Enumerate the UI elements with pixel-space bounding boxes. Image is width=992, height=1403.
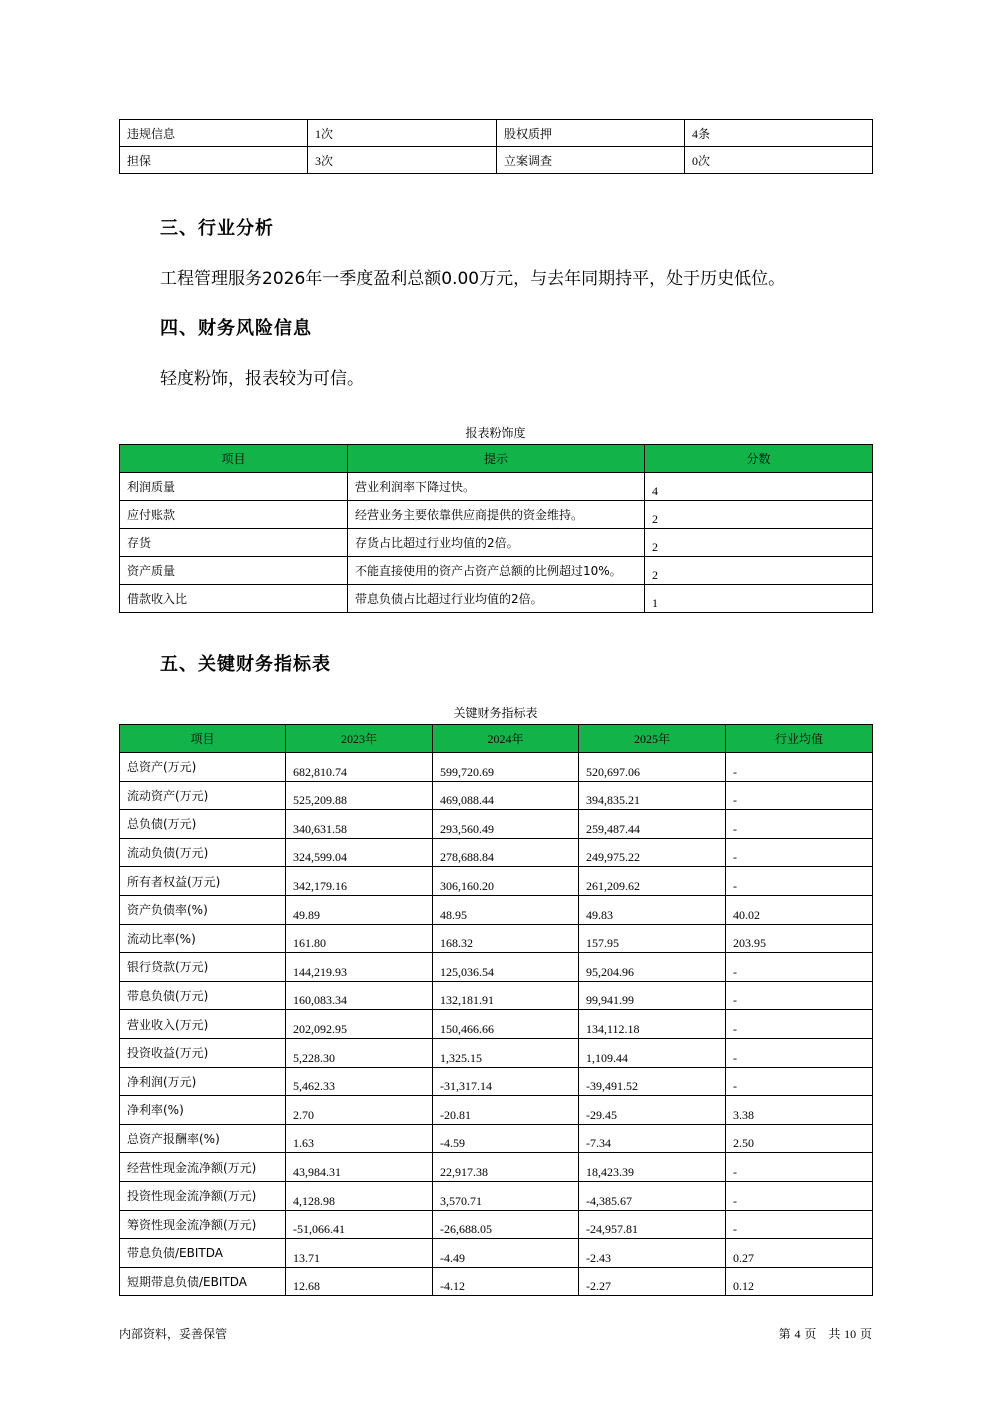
metric-value-cell: -29.45	[579, 1096, 726, 1125]
metric-value-cell: 259,487.44	[579, 810, 726, 839]
metric-value-cell: 682,810.74	[286, 753, 433, 782]
hint-cell: 经营业务主要依靠供应商提供的资金维持。	[348, 501, 645, 529]
hint-cell: 存货占比超过行业均值的2倍。	[348, 529, 645, 557]
metric-value-cell: 48.95	[433, 895, 579, 924]
metric-value-cell: 1,325.15	[433, 1038, 579, 1067]
table-row	[120, 867, 873, 896]
metric-name-cell: 总资产报酬率(%)	[120, 1124, 286, 1153]
metric-value-cell: 168.32	[433, 924, 579, 953]
footer-confidential-note: 内部资料，妥善保管	[119, 1327, 228, 1341]
metric-value-cell: -4.59	[433, 1124, 579, 1153]
metric-value-cell: 144,219.93	[286, 953, 433, 982]
metric-name-cell: 净利润(万元)	[120, 1067, 286, 1096]
kpi-table	[119, 724, 873, 1296]
risk-label: 违规信息	[120, 120, 308, 147]
metric-value-cell: 202,092.95	[286, 1010, 433, 1039]
metric-value-cell: 18,423.39	[579, 1153, 726, 1182]
risk-value: 1次	[308, 120, 497, 147]
column-header: 2023年	[286, 725, 433, 753]
metric-value-cell: 157.95	[579, 924, 726, 953]
column-header: 提示	[348, 445, 645, 473]
table-row	[120, 1124, 873, 1153]
metric-value-cell: 278,688.84	[433, 838, 579, 867]
metric-name-cell: 流动负债(万元)	[120, 838, 286, 867]
table-row	[120, 1239, 873, 1268]
metric-value-cell: 132,181.91	[433, 981, 579, 1010]
metric-value-cell: -	[726, 1210, 873, 1239]
metric-value-cell: -	[726, 953, 873, 982]
risk-label: 担保	[120, 147, 308, 174]
metric-value-cell: 0.12	[726, 1267, 873, 1296]
metric-value-cell: -	[726, 1010, 873, 1039]
score-cell: 1	[645, 585, 873, 613]
table-row	[120, 953, 873, 982]
metric-name-cell: 带息负债(万元)	[120, 981, 286, 1010]
score-cell: 4	[645, 473, 873, 501]
metric-value-cell: -	[726, 753, 873, 782]
kpi-table-caption: 关键财务指标表	[453, 706, 538, 720]
metric-value-cell: 342,179.16	[286, 867, 433, 896]
table-row	[120, 120, 873, 147]
score-cell: 2	[645, 557, 873, 585]
table-row	[120, 1038, 873, 1067]
metric-value-cell: 22,917.38	[433, 1153, 579, 1182]
item-cell: 利润质量	[120, 473, 348, 501]
table-row	[120, 1010, 873, 1039]
metric-value-cell: -20.81	[433, 1096, 579, 1125]
metric-value-cell: 394,835.21	[579, 781, 726, 810]
metric-value-cell: 4,128.98	[286, 1181, 433, 1210]
column-header: 2025年	[579, 725, 726, 753]
metric-value-cell: 12.68	[286, 1267, 433, 1296]
metric-value-cell: 125,036.54	[433, 953, 579, 982]
risk-value: 3次	[308, 147, 497, 174]
page-label-prefix: 第	[778, 1327, 791, 1341]
metric-value-cell: -39,491.52	[579, 1067, 726, 1096]
page-total: 10	[844, 1327, 857, 1341]
metric-value-cell: 5,228.30	[286, 1038, 433, 1067]
table-row	[120, 838, 873, 867]
score-cell: 2	[645, 529, 873, 557]
metric-name-cell: 投资收益(万元)	[120, 1038, 286, 1067]
metric-value-cell: 49.89	[286, 895, 433, 924]
table-row	[120, 1181, 873, 1210]
page-label-mid: 页 共	[804, 1327, 841, 1341]
metric-value-cell: 150,466.66	[433, 1010, 579, 1039]
metric-name-cell: 流动比率(%)	[120, 924, 286, 953]
metric-name-cell: 所有者权益(万元)	[120, 867, 286, 896]
table-row	[120, 753, 873, 782]
metric-value-cell: -24,957.81	[579, 1210, 726, 1239]
column-header: 行业均值	[726, 725, 873, 753]
table-row	[120, 501, 873, 529]
metric-value-cell: -4,385.67	[579, 1181, 726, 1210]
table-row	[120, 981, 873, 1010]
metric-value-cell: 3.38	[726, 1096, 873, 1125]
item-cell: 应付账款	[120, 501, 348, 529]
table-row	[120, 1067, 873, 1096]
item-cell: 借款收入比	[120, 585, 348, 613]
column-header: 项目	[120, 445, 348, 473]
financial-risk-text: 轻度粉饰，报表较为可信。	[160, 369, 364, 389]
metric-value-cell: 2.50	[726, 1124, 873, 1153]
score-cell: 2	[645, 501, 873, 529]
section-heading-financial-risk: 四、财务风险信息	[160, 318, 312, 339]
table-row	[120, 1096, 873, 1125]
column-header: 项目	[120, 725, 286, 753]
embellishment-table-caption: 报表粉饰度	[465, 426, 526, 440]
metric-value-cell: -31,317.14	[433, 1067, 579, 1096]
table-row	[120, 585, 873, 613]
page-current: 4	[794, 1327, 801, 1341]
metric-value-cell: -4.49	[433, 1239, 579, 1268]
metric-value-cell: 1,109.44	[579, 1038, 726, 1067]
metric-value-cell: -2.43	[579, 1239, 726, 1268]
hint-cell: 营业利润率下降过快。	[348, 473, 645, 501]
metric-value-cell: 340,631.58	[286, 810, 433, 839]
metric-value-cell: 5,462.33	[286, 1067, 433, 1096]
metric-value-cell: -	[726, 981, 873, 1010]
section-heading-kpi: 五、关键财务指标表	[160, 654, 331, 675]
column-header: 2024年	[433, 725, 579, 753]
metric-value-cell: 13.71	[286, 1239, 433, 1268]
table-row	[120, 781, 873, 810]
hint-cell: 带息负债占比超过行业均值的2倍。	[348, 585, 645, 613]
table-row	[120, 473, 873, 501]
metric-value-cell: 525,209.88	[286, 781, 433, 810]
metric-value-cell: -	[726, 867, 873, 896]
item-cell: 存货	[120, 529, 348, 557]
embellishment-table	[119, 444, 873, 613]
hint-cell: 不能直接使用的资产占资产总额的比例超过10%。	[348, 557, 645, 585]
metric-name-cell: 投资性现金流净额(万元)	[120, 1181, 286, 1210]
metric-value-cell: -	[726, 810, 873, 839]
metric-name-cell: 带息负债/EBITDA	[120, 1239, 286, 1268]
metric-value-cell: -	[726, 781, 873, 810]
page-label-suffix: 页	[859, 1327, 872, 1341]
metric-value-cell: 161.80	[286, 924, 433, 953]
column-header: 分数	[645, 445, 873, 473]
metric-value-cell: 469,088.44	[433, 781, 579, 810]
metric-value-cell: -7.34	[579, 1124, 726, 1153]
metric-value-cell: -	[726, 1038, 873, 1067]
metric-value-cell: 0.27	[726, 1239, 873, 1268]
metric-value-cell: 520,697.06	[579, 753, 726, 782]
metric-name-cell: 短期带息负债/EBITDA	[120, 1267, 286, 1296]
risk-label: 立案调查	[497, 147, 685, 174]
table-row	[120, 529, 873, 557]
metric-name-cell: 营业收入(万元)	[120, 1010, 286, 1039]
metric-value-cell: 43,984.31	[286, 1153, 433, 1182]
metric-value-cell: 599,720.69	[433, 753, 579, 782]
metric-value-cell: 134,112.18	[579, 1010, 726, 1039]
metric-name-cell: 流动资产(万元)	[120, 781, 286, 810]
metric-value-cell: -4.12	[433, 1267, 579, 1296]
metric-value-cell: 49.83	[579, 895, 726, 924]
metric-name-cell: 总负债(万元)	[120, 810, 286, 839]
section-heading-industry: 三、行业分析	[160, 218, 274, 239]
metric-value-cell: 306,160.20	[433, 867, 579, 896]
metric-value-cell: -	[726, 1153, 873, 1182]
metric-value-cell: 261,209.62	[579, 867, 726, 896]
metric-value-cell: -	[726, 1067, 873, 1096]
metric-name-cell: 经营性现金流净额(万元)	[120, 1153, 286, 1182]
metric-value-cell: 95,204.96	[579, 953, 726, 982]
table-row	[120, 1210, 873, 1239]
risk-info-table	[119, 119, 873, 174]
table-row	[120, 1267, 873, 1296]
metric-name-cell: 资产负债率(%)	[120, 895, 286, 924]
metric-value-cell: 203.95	[726, 924, 873, 953]
table-row	[120, 557, 873, 585]
metric-value-cell: -51,066.41	[286, 1210, 433, 1239]
table-row	[120, 924, 873, 953]
metric-value-cell: -	[726, 1181, 873, 1210]
metric-value-cell: 1.63	[286, 1124, 433, 1153]
metric-value-cell: 99,941.99	[579, 981, 726, 1010]
metric-value-cell: 293,560.49	[433, 810, 579, 839]
metric-value-cell: 3,570.71	[433, 1181, 579, 1210]
metric-value-cell: 40.02	[726, 895, 873, 924]
industry-analysis-text: 工程管理服务2026年一季度盈利总额0.00万元，与去年同期持平，处于历史低位。	[160, 269, 786, 289]
footer-page-number	[779, 1325, 872, 1342]
table-row	[120, 147, 873, 174]
risk-value: 0次	[685, 147, 873, 174]
metric-value-cell: 324,599.04	[286, 838, 433, 867]
metric-name-cell: 筹资性现金流净额(万元)	[120, 1210, 286, 1239]
metric-value-cell: -26,688.05	[433, 1210, 579, 1239]
metric-value-cell: -	[726, 838, 873, 867]
table-row	[120, 810, 873, 839]
metric-name-cell: 总资产(万元)	[120, 753, 286, 782]
risk-label: 股权质押	[497, 120, 685, 147]
metric-name-cell: 银行贷款(万元)	[120, 953, 286, 982]
metric-name-cell: 净利率(%)	[120, 1096, 286, 1125]
risk-value: 4条	[685, 120, 873, 147]
metric-value-cell: -2.27	[579, 1267, 726, 1296]
item-cell: 资产质量	[120, 557, 348, 585]
table-row	[120, 895, 873, 924]
metric-value-cell: 160,083.34	[286, 981, 433, 1010]
table-row	[120, 1153, 873, 1182]
metric-value-cell: 2.70	[286, 1096, 433, 1125]
metric-value-cell: 249,975.22	[579, 838, 726, 867]
